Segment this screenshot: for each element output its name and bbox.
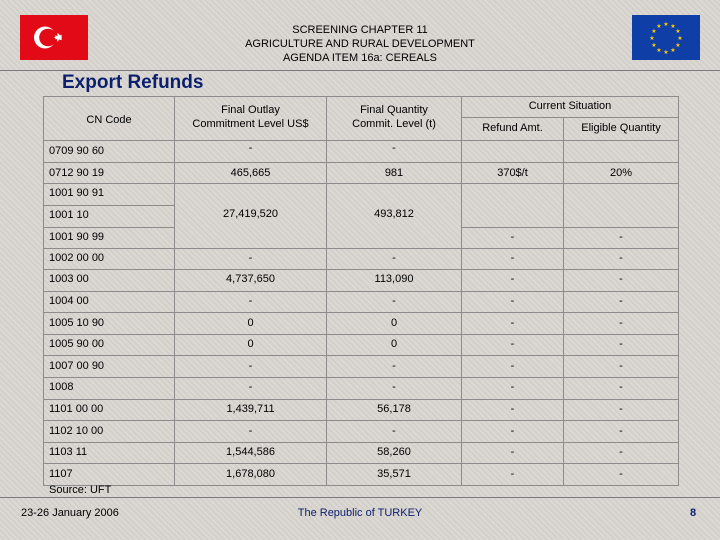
cell-code: 1107 [49, 468, 73, 480]
cell-code: 0712 90 19 [49, 167, 105, 179]
cell-outlay: 465,665 [230, 167, 271, 179]
cell-code: 1103 11 [49, 446, 88, 458]
svg-text:★: ★ [670, 47, 676, 54]
subheader-divider [461, 117, 679, 118]
cell-outlay: 27,419,520 [222, 208, 279, 220]
row-divider [43, 291, 679, 292]
cell-code: 1002 00 00 [49, 252, 105, 264]
row-divider [43, 399, 679, 400]
cell-refund: - [510, 360, 515, 372]
cell-code: 1004 00 [49, 295, 89, 307]
svg-text:★: ★ [656, 47, 662, 54]
row-divider [43, 227, 174, 228]
footer-date: 23-26 January 2006 [21, 507, 119, 519]
cell-eligible: 20% [609, 167, 633, 179]
header-final-quantity [327, 103, 461, 131]
cell-quantity: 56,178 [377, 403, 411, 415]
cell-outlay: - [248, 252, 253, 264]
header-cn-code: CN Code [86, 114, 132, 126]
cell-refund: - [510, 446, 515, 458]
header-eligible-quantity: Eligible Quantity [581, 122, 661, 134]
cell-code: 1001 90 91 [49, 187, 105, 199]
cell-quantity: - [392, 252, 396, 264]
cell-quantity: 58,260 [377, 446, 411, 458]
header-line-2: AGRICULTURE AND RURAL DEVELOPMENT [245, 38, 475, 50]
row-divider [43, 355, 679, 356]
cell-quantity: - [392, 295, 396, 307]
row-divider [43, 140, 679, 141]
cell-code: 1005 10 90 [49, 317, 105, 329]
cell-quantity: 493,812 [374, 208, 414, 220]
header-quantity-line1: Final Quantity [360, 104, 428, 116]
cell-eligible: - [619, 231, 623, 243]
cell-quantity: 981 [384, 167, 404, 179]
row-divider [43, 269, 679, 270]
row-divider [461, 227, 679, 228]
cell-outlay: 1,439,711 [226, 403, 275, 415]
cell-quantity: - [392, 142, 396, 154]
svg-text:★: ★ [677, 35, 683, 42]
svg-text:★: ★ [670, 23, 676, 30]
row-divider [43, 334, 679, 335]
svg-text:★: ★ [675, 28, 681, 35]
cell-quantity: - [392, 360, 396, 372]
row-divider [43, 183, 679, 184]
cell-code: 1008 [49, 381, 74, 393]
cell-refund: - [510, 252, 515, 264]
cell-refund: - [510, 468, 515, 480]
footer-country: The Republic of TURKEY [297, 507, 423, 519]
cell-refund: - [510, 425, 515, 437]
header-outlay-line1: Final Outlay [221, 104, 280, 116]
cell-eligible: - [619, 446, 623, 458]
header-quantity-line2: Commit. Level (t) [352, 118, 436, 130]
cell-quantity: 0 [390, 338, 398, 350]
bottom-divider [0, 497, 720, 498]
cell-eligible: - [619, 317, 623, 329]
header-outlay-line2: Commitment Level US$ [192, 118, 309, 130]
svg-text:★: ★ [663, 49, 669, 56]
cell-outlay: 0 [247, 317, 254, 329]
svg-text:★: ★ [649, 35, 655, 42]
cell-quantity: - [392, 425, 396, 437]
cell-code: 1001 10 [49, 209, 89, 221]
cell-quantity: - [392, 381, 396, 393]
cell-eligible: - [619, 273, 623, 285]
header-line-3: AGENDA ITEM 16a: CEREALS [282, 52, 438, 64]
cell-outlay: 1,678,080 [226, 468, 275, 480]
cell-eligible: - [619, 403, 623, 415]
table-border-top [43, 96, 679, 97]
page-title: Export Refunds [62, 72, 204, 93]
cell-refund: - [510, 403, 515, 415]
header-final-outlay [175, 103, 326, 131]
header-line-1: SCREENING CHAPTER 11 [292, 24, 428, 36]
cell-eligible: - [619, 360, 623, 372]
cell-refund: - [510, 317, 515, 329]
cell-code: 0709 90 60 [49, 145, 105, 157]
cell-outlay: 1,544,586 [226, 446, 275, 458]
page-number: 8 [690, 507, 697, 519]
row-divider [43, 463, 679, 464]
svg-text:★: ★ [663, 21, 669, 28]
cell-refund: - [510, 273, 515, 285]
cell-code: 1003 00 [49, 273, 89, 285]
cell-refund: - [510, 381, 515, 393]
cell-eligible: - [619, 468, 623, 480]
cell-outlay: - [248, 381, 253, 393]
row-divider [43, 205, 174, 206]
cell-outlay: - [248, 360, 253, 372]
svg-text:★: ★ [651, 42, 657, 49]
cell-outlay: 0 [247, 338, 254, 350]
table-border-bottom [43, 485, 679, 486]
row-divider [43, 377, 679, 378]
row-divider [43, 312, 679, 313]
cell-quantity: 35,571 [377, 468, 411, 480]
header-current-situation: Current Situation [528, 100, 612, 112]
cell-refund: - [510, 295, 515, 307]
svg-text:★: ★ [656, 23, 662, 30]
cell-refund: 370$/t [497, 167, 528, 179]
cell-code: 1101 00 00 [49, 403, 104, 415]
row-divider [43, 162, 679, 163]
source-note: Source: UFT [49, 484, 112, 496]
cell-code: 1001 90 99 [49, 231, 105, 243]
cell-quantity: 113,090 [374, 273, 414, 285]
cell-eligible: - [619, 425, 623, 437]
cell-eligible: - [619, 252, 623, 264]
svg-text:★: ★ [651, 28, 657, 35]
cell-outlay: - [248, 425, 253, 437]
cell-outlay: - [248, 142, 253, 154]
cell-code: 1007 00 90 [49, 360, 105, 372]
cell-outlay: - [248, 295, 253, 307]
cell-eligible: - [619, 295, 623, 307]
row-divider [43, 420, 679, 421]
svg-text:★: ★ [675, 42, 681, 49]
cell-code: 1005 90 00 [49, 338, 105, 350]
header-refund-amt: Refund Amt. [482, 122, 543, 134]
cell-code: 1102 10 00 [49, 425, 104, 437]
cell-refund: - [510, 231, 515, 243]
row-divider [43, 248, 679, 249]
cell-quantity: 0 [390, 317, 398, 329]
cell-outlay: 4,737,650 [226, 273, 275, 285]
cell-eligible: - [619, 338, 623, 350]
cell-refund: - [510, 338, 515, 350]
cell-eligible: - [619, 381, 623, 393]
row-divider [43, 442, 679, 443]
